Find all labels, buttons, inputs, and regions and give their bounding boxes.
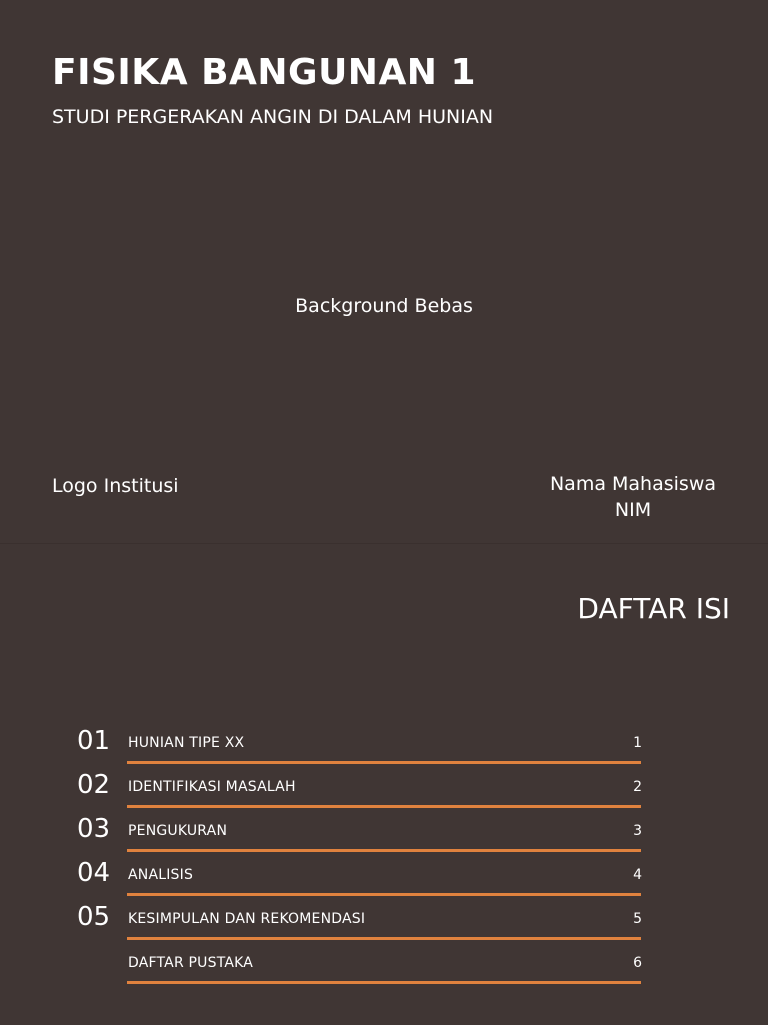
cover-subtitle: STUDI PERGERAKAN ANGIN DI DALAM HUNIAN	[52, 106, 494, 128]
toc-item-number: 04	[77, 858, 111, 888]
toc-item[interactable]	[0, 946, 768, 990]
toc-title: DAFTAR ISI	[577, 592, 730, 625]
toc-item-label: KESIMPULAN DAN REKOMENDASI	[128, 911, 366, 927]
toc-divider	[127, 849, 641, 852]
toc-divider	[127, 981, 641, 984]
toc-item-page: 3	[633, 823, 642, 839]
logo-placeholder: Logo Institusi	[52, 475, 179, 497]
toc-item[interactable]	[0, 902, 768, 946]
toc-item-label: HUNIAN TIPE XX	[128, 735, 245, 751]
toc-item[interactable]	[0, 726, 768, 770]
toc-item-number: 02	[77, 770, 111, 800]
toc-divider	[127, 761, 641, 764]
toc-divider	[127, 937, 641, 940]
student-id: NIM	[614, 499, 652, 521]
toc-item[interactable]	[0, 814, 768, 858]
toc-item-label: ANALISIS	[128, 867, 194, 883]
cover-title: FISIKA BANGUNAN 1	[52, 52, 477, 93]
toc-divider	[127, 805, 641, 808]
toc-item-label: IDENTIFIKASI MASALAH	[128, 779, 296, 795]
toc-item-page: 6	[633, 955, 642, 971]
toc-item[interactable]	[0, 858, 768, 902]
toc-item-page: 1	[633, 735, 642, 751]
toc-item[interactable]	[0, 770, 768, 814]
student-info	[550, 471, 716, 523]
background-note: Background Bebas	[295, 295, 473, 317]
toc-divider	[127, 893, 641, 896]
toc-item-label: DAFTAR PUSTAKA	[128, 955, 254, 971]
toc-item-page: 5	[633, 911, 642, 927]
toc-item-label: PENGUKURAN	[128, 823, 228, 839]
toc-slide	[0, 543, 768, 1025]
toc-item-number: 01	[77, 726, 111, 756]
student-name: Nama Mahasiswa	[549, 473, 716, 495]
toc-item-number: 05	[77, 902, 111, 932]
toc-item-number: 03	[77, 814, 111, 844]
toc-item-page: 2	[633, 779, 642, 795]
toc-item-page: 4	[633, 867, 642, 883]
